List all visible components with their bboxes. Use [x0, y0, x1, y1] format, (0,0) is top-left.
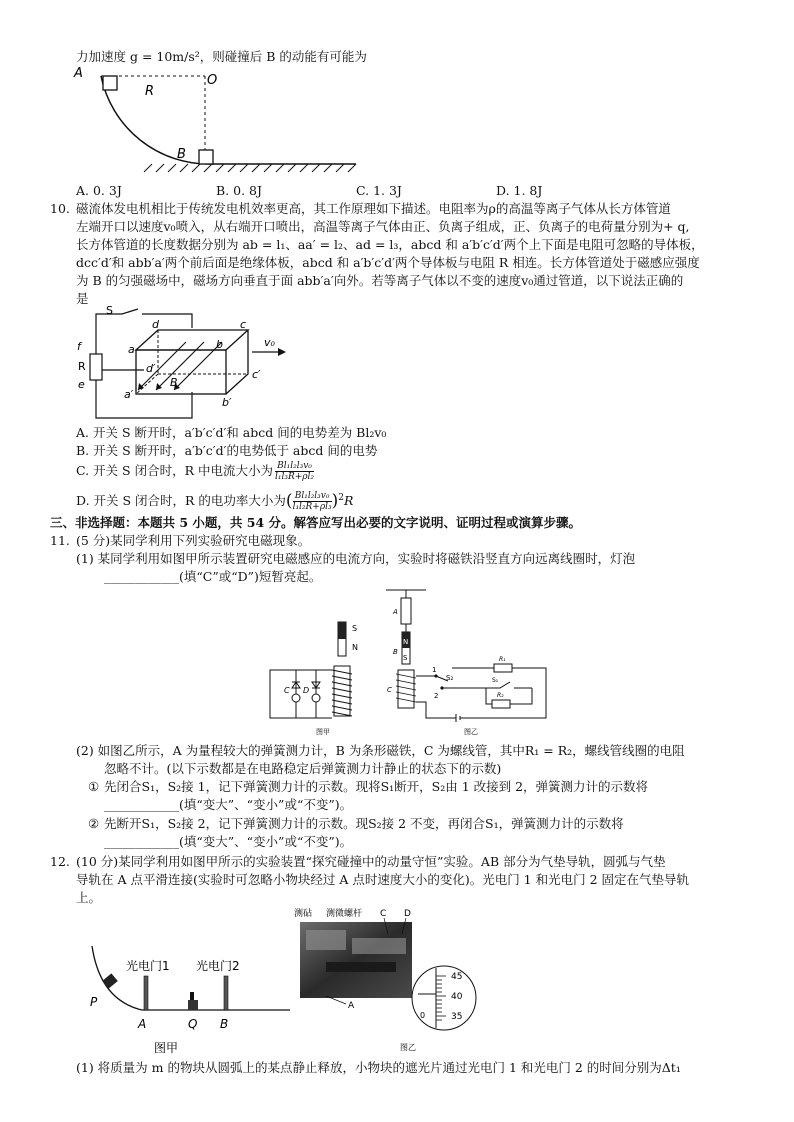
svg-text:40: 40 [451, 992, 463, 1002]
q12-line-3: 上。 [76, 890, 102, 905]
svg-text:R₂: R₂ [497, 692, 504, 699]
q11-p2-a: (2) 如图乙所示，A 为量程较大的弹簧测力计，B 为条形磁铁，C 为螺线管，其中R₁ = R₂，螺线管线圈的电阻 [76, 743, 685, 758]
svg-text:d′: d′ [146, 362, 156, 375]
photogate-2 [224, 976, 228, 1010]
switch-s [122, 309, 138, 314]
svg-text:b′: b′ [222, 396, 232, 409]
q12-line-1: (10 分)某同学利用如图甲所示的实验装置“探究碰撞中的动量守恒”实验。AB 部分为气垫导轨，圆弧与气垫 [76, 854, 666, 869]
svg-text:c: c [240, 318, 247, 331]
q11-fig-yi [386, 590, 546, 736]
q11-fig-jia [270, 622, 358, 736]
q10-line-2: 左端开口以速度v₀喷入，从右端开口喷出，高温等离子气体由正、负离子组成，正、负离子的电荷量分别为+ q, [76, 219, 690, 234]
svg-text:图乙: 图乙 [400, 1043, 416, 1052]
svg-text:c′: c′ [252, 368, 261, 381]
svg-text:R₁: R₁ [499, 656, 506, 663]
svg-text:C: C [387, 686, 392, 694]
block-q [188, 1000, 198, 1010]
q11-p1-a: (1) 某同学利用如图甲所示装置研究电磁感应的电流方向，实验时将磁铁沿竖直方向远离线圈时，灯泡 [76, 551, 636, 566]
svg-text:D: D [303, 686, 310, 695]
micrometer-scale [412, 966, 476, 1030]
q10-option-c[interactable]: C. 开关 S 闭合时，R 中电流大小为 $\frac{\text{Bl₁l₂l₃v₀}}{\text{l₁l₃R+ρl₂}}$ [76, 461, 315, 482]
svg-text:f: f [77, 340, 81, 353]
label-a: A [74, 66, 83, 81]
q9-figure [70, 64, 370, 182]
q10-line-1: 磁流体发电机相比于传统发电机效率更高，其工作原理如下描述。电阻率为ρ的高温等离子气体从长方体管道 [76, 201, 671, 216]
svg-text:测微螺杆: 测微螺杆 [326, 909, 363, 919]
svg-text:0: 0 [420, 1011, 426, 1020]
q10-option-b[interactable]: B. 开关 S 断开时，a′b′c′d′的电势低于 abcd 间的电势 [76, 443, 378, 458]
label-o: O [207, 73, 218, 88]
svg-text:a: a [128, 343, 135, 356]
svg-text:2: 2 [434, 692, 439, 700]
q10-figure [72, 306, 312, 422]
svg-text:N: N [403, 638, 409, 646]
svg-text:B: B [170, 376, 178, 389]
label-r: R [145, 84, 155, 99]
svg-text:B: B [220, 1017, 229, 1031]
svg-text:图乙: 图乙 [464, 728, 478, 736]
q11-c1-mark: ① [88, 779, 100, 794]
svg-text:1: 1 [432, 666, 437, 674]
svg-text:b: b [216, 338, 223, 351]
label-b: B [177, 147, 186, 162]
svg-text:R: R [78, 360, 86, 373]
svg-text:A: A [138, 1017, 147, 1031]
svg-text:v₀: v₀ [264, 336, 275, 349]
q11-head: (5 分)某同学利用下列实验研究电磁现象。 [76, 533, 311, 548]
svg-text:S₁: S₁ [492, 677, 499, 684]
q10-line-3: 长方体管道的长度数据分别为 ab = l₁、aa′ = l₂、ad = l₃，abcd 和 a′b′c′d′两个上下面是电阻可忽略的导体板， [76, 237, 704, 252]
svg-text:图甲: 图甲 [316, 728, 330, 736]
q12-fig-jia [84, 940, 294, 1060]
q11-figures [256, 584, 546, 736]
q11-p2-b: 忽略不计。(以下示数都是在电路稳定后弹簧测力计静止的状态下的示数) [104, 761, 502, 776]
q9-option-a[interactable]: A. 0. 3J [76, 183, 122, 198]
svg-text:光电门1: 光电门1 [126, 959, 170, 973]
section-3-heading: 三、非选择题：本题共 5 小题，共 54 分。解答应写出必要的文字说明、证明过程或演算步骤。 [50, 515, 582, 530]
svg-text:A: A [393, 608, 398, 616]
q9-option-c[interactable]: C. 1. 3J [356, 183, 402, 198]
q12-p1: (1) 将质量为 m 的物块从圆弧上的某点静止释放，小物块的遮光片通过光电门 1 和光电门 2 的时间分别为Δt₁ [76, 1060, 681, 1075]
svg-text:C: C [284, 686, 290, 695]
q11-c2-a: 先断开S₁，S₂接 2，记下弹簧测力计的示数。现S₂接 2 不变，再闭合S₁，弹簧测力计的示数将 [104, 816, 624, 831]
q12-fig-yi [296, 904, 486, 1054]
q10-line-4: dcc′d′和 abb′a′两个前后面是绝缘体板，abcd 和 a′b′c′d′两个导体板与电阻 R 相连。长方体管道处于磁感应强度 [76, 255, 700, 270]
photogate-1 [144, 976, 148, 1010]
q11-c2-mark: ② [88, 816, 100, 831]
svg-text:D: D [404, 909, 411, 919]
fraction-d: $\frac{\text{Bl₁l₂l₃v₀}}{\text{l₁l₂R+ρl₃}}$ [292, 491, 332, 513]
svg-text:S: S [403, 654, 408, 662]
q11-c2-b[interactable]: ____________(填“变大”、“变小”或“不变”)。 [104, 834, 353, 849]
svg-text:S₂: S₂ [446, 674, 454, 682]
q11-c1-b[interactable]: ____________(填“变大”、“变小”或“不变”)。 [104, 797, 353, 812]
q9-text-tail: 力加速度 g = 10m/s²，则碰撞后 B 的动能有可能为 [76, 49, 367, 64]
q10-number: 10. [50, 201, 70, 216]
svg-text:P: P [90, 995, 98, 1009]
svg-text:A: A [348, 1001, 355, 1011]
svg-text:B: B [393, 648, 398, 656]
svg-text:C: C [380, 909, 387, 919]
svg-text:S: S [106, 304, 113, 317]
svg-text:45: 45 [451, 972, 463, 982]
svg-text:a′: a′ [124, 388, 134, 401]
svg-text:测砧: 测砧 [294, 909, 313, 919]
q9-option-d[interactable]: D. 1. 8J [496, 183, 543, 198]
q10-line-6: 是 [76, 291, 89, 306]
block-p [102, 973, 118, 988]
q10-option-a[interactable]: A. 开关 S 断开时，a′b′c′d′和 abcd 间的电势差为 Bl₂v₀ [76, 425, 387, 440]
svg-text:d: d [152, 318, 159, 331]
q11-c1-a: 先闭合S₁，S₂接 1，记下弹簧测力计的示数。现将S₁断开，S₂由 1 改接到 2，弹簧测力计的示数将 [104, 779, 649, 794]
svg-text:S: S [352, 624, 358, 633]
svg-text:光电门2: 光电门2 [196, 959, 240, 973]
svg-text:N: N [352, 643, 358, 652]
q11-p1-b[interactable]: ____________(填“C”或“D”)短暂亮起。 [104, 569, 322, 584]
q12-line-2: 导轨在 A 点平滑连接(实验时可忽略小物块经过 A 点时速度大小的变化)。光电门 1 和光电门 2 固定在气垫导轨 [76, 872, 690, 887]
q10-line-5: 为 B 的匀强磁场中，磁场方向垂直于面 abb′a′向外。若等离子气体以不变的速度v₀通过管道，以下说法正确的 [76, 273, 684, 288]
block-b [199, 150, 213, 164]
q11-number: 11. [50, 533, 70, 548]
svg-text:Q: Q [188, 1017, 198, 1031]
svg-text:35: 35 [451, 1012, 463, 1022]
resistor-r [90, 354, 102, 380]
q10-option-d[interactable]: D. 开关 S 闭合时，R 的电功率大小为( $\frac{\text{Bl₁l₂l₃v₀}}{\text{l₁l₂R+ρl₃}}$ )$^2$R [76, 491, 354, 513]
svg-text:e: e [78, 378, 85, 391]
block-a [103, 76, 117, 90]
q12-number: 12. [50, 854, 70, 869]
q9-option-b[interactable]: B. 0. 8J [216, 183, 262, 198]
fraction-c: $\frac{\text{Bl₁l₂l₃v₀}}{\text{l₁l₃R+ρl₂}}$ [274, 461, 315, 482]
svg-text:图甲: 图甲 [154, 1041, 179, 1055]
